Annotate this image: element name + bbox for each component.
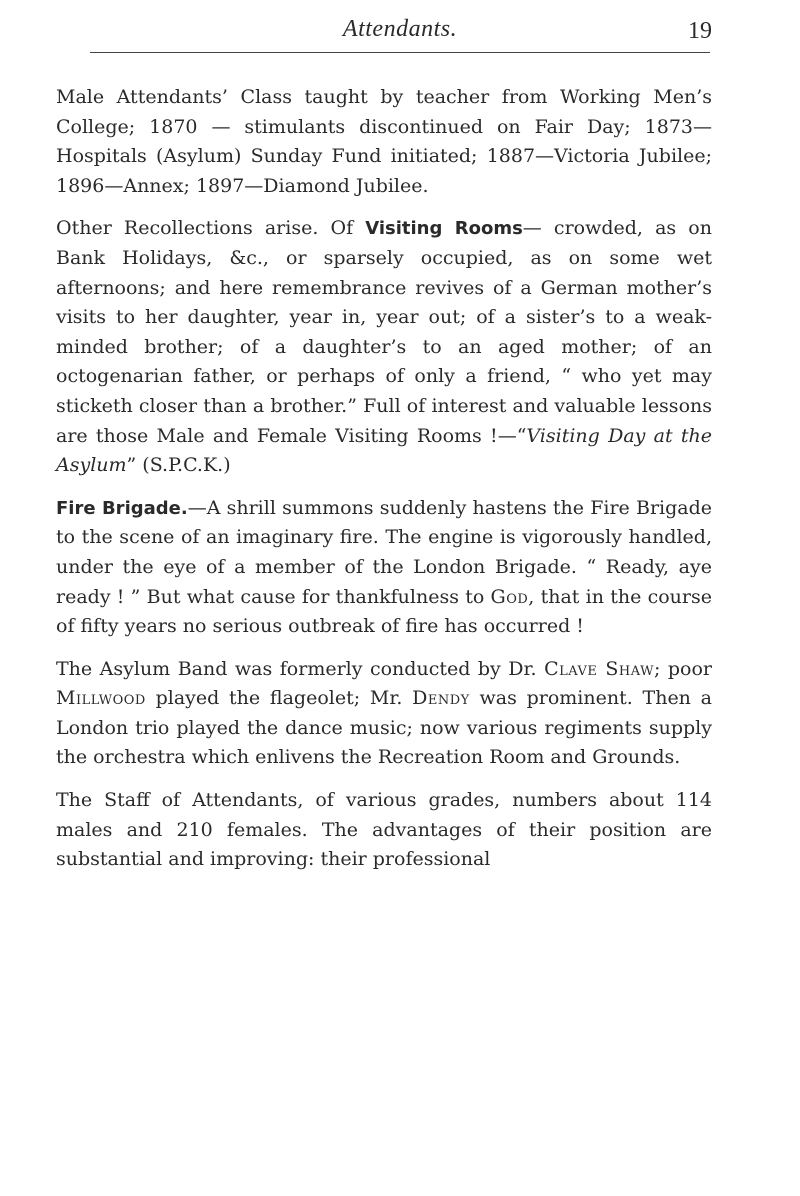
paragraph-text: ; poor: [653, 657, 713, 680]
paragraph-lead: Other Recollections arise. Of: [56, 217, 366, 240]
running-header: [90, 12, 710, 53]
paragraph-tail: , that in the course of fifty years no serious outbreak of fire has occurred !: [56, 585, 712, 638]
paragraph-text: —A shrill summons suddenly hastens the Fire Brigade to the scene of an imaginary fire. The engine is vigorously handled, under the eye of a member of the London Brigade. “ Ready, aye ready ! ” But what cause for thankfulness to: [56, 496, 712, 608]
body-text: [56, 83, 712, 888]
small-caps-word: God: [490, 585, 529, 608]
paragraph-class-history: [56, 83, 712, 201]
paragraph-text: The Staff of Attendants, of various grades, numbers about 114 males and 210 females. The advantages of their position are substantial and improving: their professional: [56, 789, 712, 871]
person-name: Dendy: [412, 687, 470, 710]
paragraph-text: played the flageolet; Mr.: [145, 687, 413, 710]
paragraph-text: was prominent. Then a London trio played the dance music; now various regiments supply the orchestra which enlivens the Recreation Room and Grounds.: [56, 687, 713, 769]
paragraph-text: The Asylum Band was formerly conducted by Dr.: [56, 657, 545, 680]
page-number: 19: [688, 18, 712, 44]
paragraph-tail: ” (S.P.C.K.): [126, 454, 231, 477]
paragraph-fire-brigade: [56, 494, 712, 642]
running-title: Attendants.: [342, 16, 458, 42]
book-title-citation: Visiting Day at the Asylum: [56, 424, 712, 477]
paragraph-asylum-band: [56, 655, 712, 773]
section-heading-visiting-rooms: Visiting Rooms: [365, 218, 523, 240]
paragraph-text: Male Attendants’ Class taught by teacher from Working Men’s College; 1870 — stimulants discontinued on Fair Day; 1873—Hospitals (Asylum) Sunday Fund initiated; 1887—Victoria Jubilee; 1896—Annex; 1897—Diamond Jubilee.: [56, 86, 712, 197]
paragraph-staff: [56, 786, 712, 875]
section-heading-fire-brigade: Fire Brigade.: [56, 497, 188, 519]
person-name: Clave Shaw: [544, 657, 654, 680]
person-name: Millwood: [56, 687, 146, 710]
paragraph-text: — crowded, as on Bank Holidays, &c., or sparsely occupied, as on some wet afternoons; and here remembrance revives of a German mother’s visits to her daughter, year in, year out; of a sister’s to a weak-minded brother; of a daughter’s to an aged mother; of an octogenarian father, or perhaps of only a friend, “ who yet may sticketh closer than a brother.” Full of interest and valuable lessons are those Male and Female Visiting Rooms !—“: [56, 217, 712, 447]
paragraph-visiting-rooms: [56, 214, 712, 480]
